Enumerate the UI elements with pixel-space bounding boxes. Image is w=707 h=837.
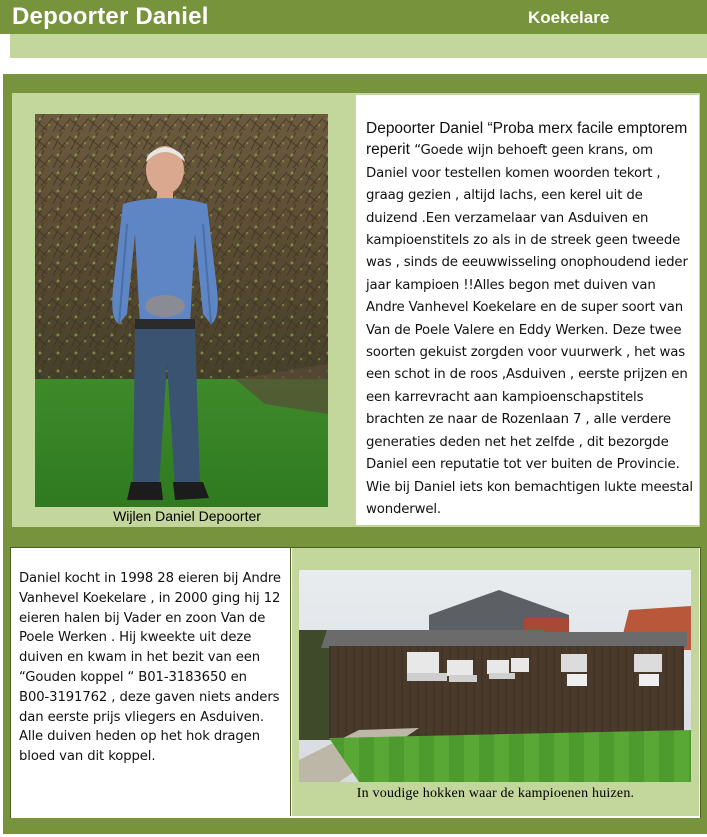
intro-lead: Depoorter Daniel “Proba merx facile emptorem reperit <box>366 120 688 159</box>
loft-caption: In voudige hokken waar de kampioenen huizen. <box>356 786 635 801</box>
intro-paragraph <box>366 118 694 520</box>
portrait-caption: Wijlen Daniel Depoorter <box>113 508 261 524</box>
story-text-box <box>11 548 291 816</box>
header-subbar <box>10 34 707 58</box>
page-title: Depoorter Daniel <box>12 3 209 30</box>
header-bar <box>0 0 707 34</box>
intro-text-box <box>356 95 699 525</box>
loft-photo <box>299 570 691 782</box>
portrait-photo <box>35 114 328 507</box>
intro-body: “Goede wijn behoeft geen krans, om Daniel voor testellen komen woorden tekort , graag gezien , altijd lachs, een kerel uit de duizend .Een verzamelaar van Asduiven en kampioenstitels zo als in de streek geen tweede was , sinds de eeuwwisseling onophoudend ieder jaar kampioen !!Alles begon met duiven van Andre Vanhevel Koekelare en de super soort van Van de Poele Valere en Eddy Werken. Deze twee soorten gekuist zorgden voor vuurwerk , het was een schot in de roos ,Asduiven , eerste prijzen en een karrevracht aan kampioenschapstitels brachten ze naar de Rozenlaan 7 , alle verdere generaties deden net het zelfde , dit bezorgde Daniel een reputatie tot ver buiten de Provincie. Wie bij Daniel iets kon bemachtigen lukte meestal wonderwel. <box>366 143 693 517</box>
location-label: Koekelare <box>528 8 610 27</box>
story-paragraph: Daniel kocht in 1998 28 eieren bij Andre Vanhevel Koekelare , in 2000 ging hij 12 eieren halen bij Vader en zoon Van de Poele Werken . Hij kweekte uit deze duiven en kwam in het bezit van een “Gouden koppel “ B01-3183650 en B00-3191762 , deze gaven niets anders dan eerste prijs vliegers en Asduiven. Alle duiven heden op het hok dragen bloed van dit koppel. <box>19 571 281 765</box>
footer-strip <box>3 818 707 834</box>
